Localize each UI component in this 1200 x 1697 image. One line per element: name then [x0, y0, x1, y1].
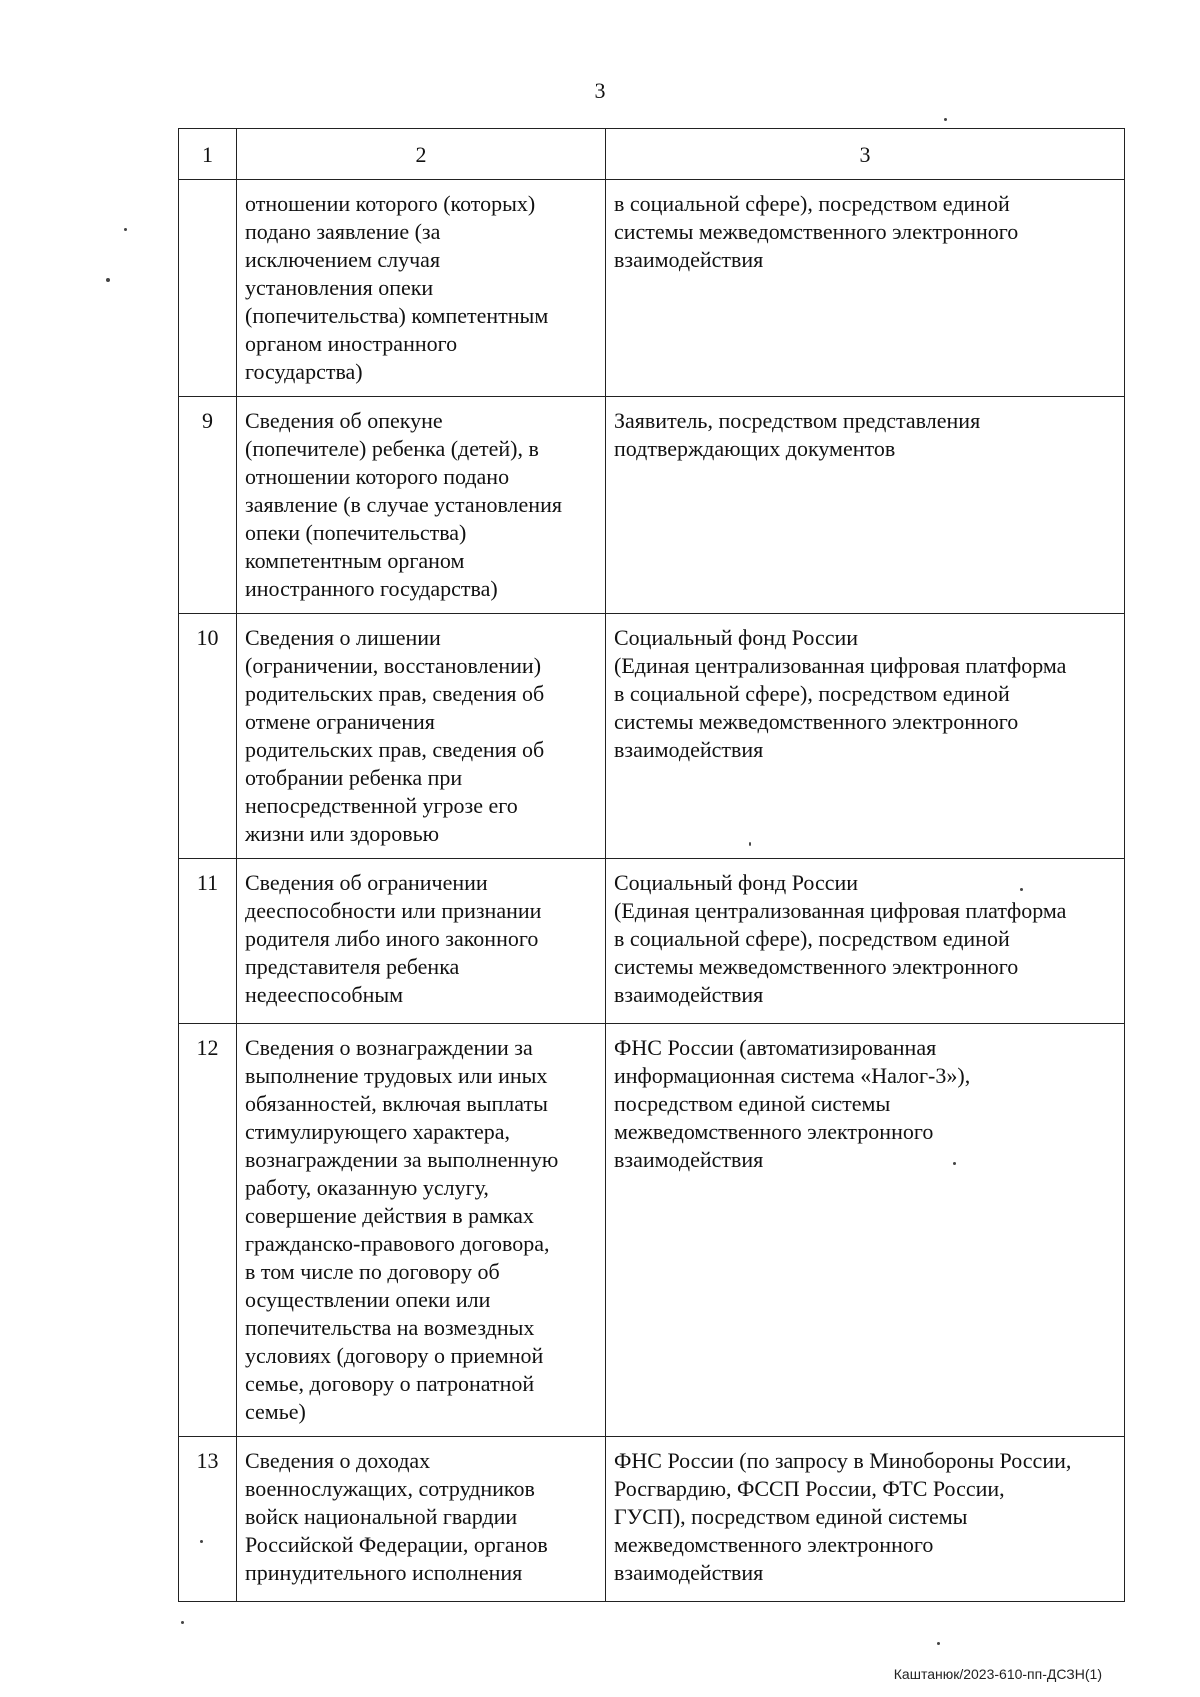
row-number: 11 [179, 859, 237, 1024]
info-line: государства) [245, 359, 363, 384]
table-header-row [179, 129, 1125, 180]
row-number: 12 [179, 1024, 237, 1437]
info-line: войск национальной гвардии [245, 1504, 518, 1529]
info-line: отобрании ребенка при [245, 765, 463, 790]
info-line: условиях (договору о приемной [245, 1343, 544, 1368]
scan-speck [181, 1621, 184, 1624]
info-line: жизни или здоровью [245, 821, 440, 846]
info-line: иностранного государства) [245, 576, 498, 601]
info-cell [237, 1437, 606, 1602]
source-line: ГУСП), посредством единой системы [614, 1504, 968, 1529]
info-line: семье, договору о патронатной [245, 1371, 535, 1396]
info-line: гражданско-правового договора, [245, 1231, 550, 1256]
info-line: установления опеки [245, 275, 434, 300]
source-line: в социальной сфере), посредством единой [614, 191, 1010, 216]
info-line: Сведения об опекуне [245, 408, 443, 433]
info-line: стимулирующего характера, [245, 1119, 510, 1144]
info-line: компетентным органом [245, 548, 465, 573]
source-line: в социальной сфере), посредством единой [614, 681, 1010, 706]
source-line: посредством единой системы [614, 1091, 891, 1116]
info-line: Сведения о лишении [245, 625, 441, 650]
info-line: опеки (попечительства) [245, 520, 467, 545]
table-row [179, 397, 1125, 614]
info-cell [237, 1024, 606, 1437]
info-line: Российской Федерации, органов [245, 1532, 548, 1557]
info-line: родительских прав, сведения об [245, 737, 545, 762]
row-number: 9 [179, 397, 237, 614]
source-line: (Единая централизованная цифровая платформа [614, 653, 1067, 678]
info-line: совершение действия в рамках [245, 1203, 534, 1228]
scan-speck [200, 1540, 203, 1543]
info-line: (попечителе) ребенка (детей), в [245, 436, 539, 461]
info-line: органом иностранного [245, 331, 458, 356]
info-line: исключением случая [245, 247, 441, 272]
info-line: вознаграждении за выполненную [245, 1147, 559, 1172]
table-row [179, 859, 1125, 1024]
scan-speck [937, 1642, 940, 1645]
row-number [179, 180, 237, 397]
info-line: дееспособности или признании [245, 898, 542, 923]
row-number: 10 [179, 614, 237, 859]
source-cell [606, 180, 1125, 397]
page-number: 3 [594, 78, 606, 103]
source-line: ФНС России (по запросу в Минобороны России, [614, 1448, 1072, 1473]
info-cell [237, 180, 606, 397]
source-line: взаимодействия [614, 982, 764, 1007]
source-line: подтверждающих документов [614, 436, 896, 461]
source-line: системы межведомственного электронного [614, 954, 1019, 979]
source-line: Росгвардию, ФССП России, ФТС России, [614, 1476, 1005, 1501]
info-line: (попечительства) компетентным [245, 303, 549, 328]
info-line: родителя либо иного законного [245, 926, 539, 951]
scan-speck [749, 842, 751, 846]
info-cell [237, 397, 606, 614]
table-row [179, 1024, 1125, 1437]
info-line: Сведения о доходах [245, 1448, 431, 1473]
info-line: непосредственной угрозе его [245, 793, 518, 818]
source-cell [606, 859, 1125, 1024]
scan-speck [106, 278, 110, 282]
info-line: (ограничении, восстановлении) [245, 653, 542, 678]
info-line: выполнение трудовых или иных [245, 1063, 548, 1088]
info-line: недееспособным [245, 982, 404, 1007]
info-line: отмене ограничения [245, 709, 435, 734]
source-line: системы межведомственного электронного [614, 219, 1019, 244]
table-row [179, 614, 1125, 859]
data-sources-table [178, 128, 1125, 1602]
info-line: обязанностей, включая выплаты [245, 1091, 548, 1116]
source-line: взаимодействия [614, 1147, 764, 1172]
info-line: подано заявление (за [245, 219, 441, 244]
source-line: Социальный фонд России [614, 870, 859, 895]
info-line: заявление (в случае установления [245, 492, 562, 517]
source-line: системы межведомственного электронного [614, 709, 1019, 734]
source-line: взаимодействия [614, 737, 764, 762]
source-line: (Единая централизованная цифровая платформа [614, 898, 1067, 923]
info-line: семье) [245, 1399, 306, 1424]
info-line: военнослужащих, сотрудников [245, 1476, 535, 1501]
source-cell [606, 614, 1125, 859]
table-row [179, 1437, 1125, 1602]
source-line: межведомственного электронного [614, 1119, 934, 1144]
source-cell [606, 397, 1125, 614]
info-line: отношении которого (которых) [245, 191, 536, 216]
row-number: 13 [179, 1437, 237, 1602]
info-line: осуществлении опеки или [245, 1287, 491, 1312]
info-line: представителя ребенка [245, 954, 460, 979]
document-reference: Каштанюк/2023-610-пп-ДСЗН(1) [893, 1666, 1102, 1682]
source-line: Заявитель, посредством представления [614, 408, 981, 433]
info-line: работу, оказанную услугу, [245, 1175, 489, 1200]
source-line: взаимодействия [614, 1560, 764, 1585]
info-line: принудительного исполнения [245, 1560, 523, 1585]
source-line: Социальный фонд России [614, 625, 859, 650]
info-line: родительских прав, сведения об [245, 681, 545, 706]
source-line: взаимодействия [614, 247, 764, 272]
header-col-1: 1 [179, 129, 237, 180]
scan-speck [124, 228, 127, 231]
header-col-2: 2 [237, 129, 606, 180]
info-line: Сведения о вознаграждении за [245, 1035, 533, 1060]
table-row [179, 180, 1125, 397]
header-col-3: 3 [606, 129, 1125, 180]
info-line: Сведения об ограничении [245, 870, 488, 895]
source-line: ФНС России (автоматизированная [614, 1035, 937, 1060]
source-line: межведомственного электронного [614, 1532, 934, 1557]
source-line: информационная система «Налог-3»), [614, 1063, 971, 1088]
info-line: отношении которого подано [245, 464, 510, 489]
info-line: попечительства на возмездных [245, 1315, 535, 1340]
info-cell [237, 614, 606, 859]
info-cell [237, 859, 606, 1024]
source-line: в социальной сфере), посредством единой [614, 926, 1010, 951]
info-line: в том числе по договору об [245, 1259, 500, 1284]
scan-speck [1020, 888, 1023, 891]
source-cell [606, 1024, 1125, 1437]
scan-speck [944, 118, 947, 121]
source-cell [606, 1437, 1125, 1602]
scan-speck [953, 1162, 956, 1165]
